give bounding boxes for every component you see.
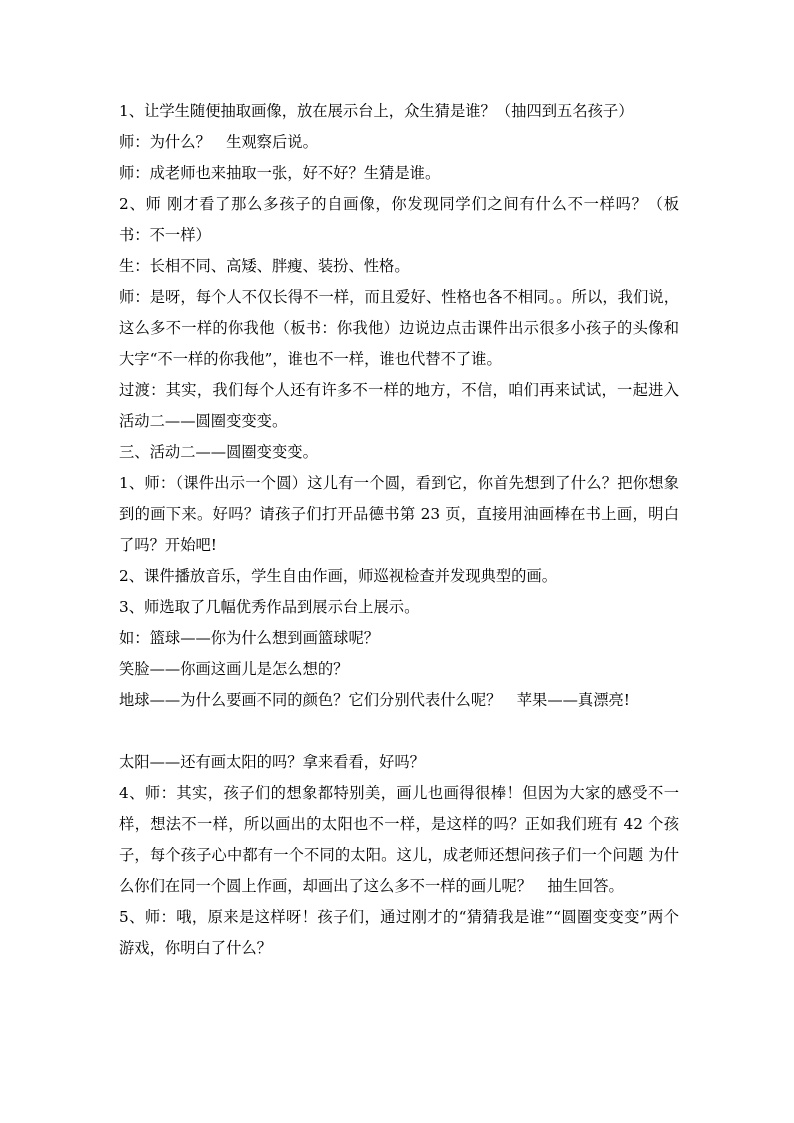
paragraph-1: 1、让学生随便抽取画像，放在展示台上，众生猜是谁？（抽四到五名孩子） (119, 102, 634, 120)
document-body (119, 96, 679, 964)
blank-line (119, 716, 679, 747)
paragraph-6: 师：是呀，每个人不仅长得不一样，而且爱好、性格也各不相同。。所以，我们说，这么多不一样的你我他（板书：你我他）边说边点击课件出示很多小孩子的头像和大字“不一样的你我他”，谁也不一样，谁也代替不了谁。 (119, 288, 679, 368)
paragraph-5: 生：长相不同、高矮、胖瘦、装扮、性格。 (119, 257, 410, 275)
paragraph-17: 5、师：哦，原来是这样呀！孩子们，通过刚才的“猜猜我是谁”“圆圈变变变”两个游戏，你明白了什么？ (119, 908, 679, 957)
paragraph-3: 师：成老师也来抽取一张，好不好？生猜是谁。 (119, 164, 441, 182)
paragraph-14: 地球——为什么要画不同的颜色？它们分别代表什么呢？ 苹果——真漂亮! (119, 691, 630, 709)
paragraph-9: 1、师：（课件出示一个圆）这儿有一个圆，看到它，你首先想到了什么？把你想象到的画下来。好吗？请孩子们打开品德书第 23 页，直接用油画棒在书上画，明白了吗？开始吧! (119, 474, 679, 554)
paragraph-7: 过渡：其实，我们每个人还有许多不一样的地方，不信，咱们再来试试，一起进入活动二——圆圈变变变。 (119, 381, 679, 430)
paragraph-2: 师：为什么？ 生观察后说。 (119, 133, 318, 151)
paragraph-4: 2、师 刚才看了那么多孩子的自画像，你发现同学们之间有什么不一样吗？（板书：不一样） (119, 195, 679, 244)
paragraph-10: 2、课件播放音乐，学生自由作画，师巡视检查并发现典型的画。 (119, 567, 558, 585)
paragraph-13: 笑脸——你画这画儿是怎么想的？ (119, 660, 349, 678)
paragraph-12: 如：篮球——你为什么想到画篮球呢？ (119, 629, 380, 647)
paragraph-11: 3、师选取了几幅优秀作品到展示台上展示。 (119, 598, 420, 616)
paragraph-8: 三、活动二——圆圈变变变。 (119, 443, 318, 461)
paragraph-15: 太阳——还有画太阳的吗？拿来看看，好吗？ (119, 753, 425, 771)
paragraph-16: 4、师：其实，孩子们的想象都特别美，画儿也画得很棒！但因为大家的感受不一样，想法不一样，所以画出的太阳也不一样，是这样的吗？正如我们班有 42 个孩子，每个孩子心中都有一个不同的太阳。这儿，成老师还想问孩子们一个问题 为什么你们在同一个圆上作画，却画出了这么多不一样的画儿呢？ 抽生回答。 (119, 784, 679, 895)
